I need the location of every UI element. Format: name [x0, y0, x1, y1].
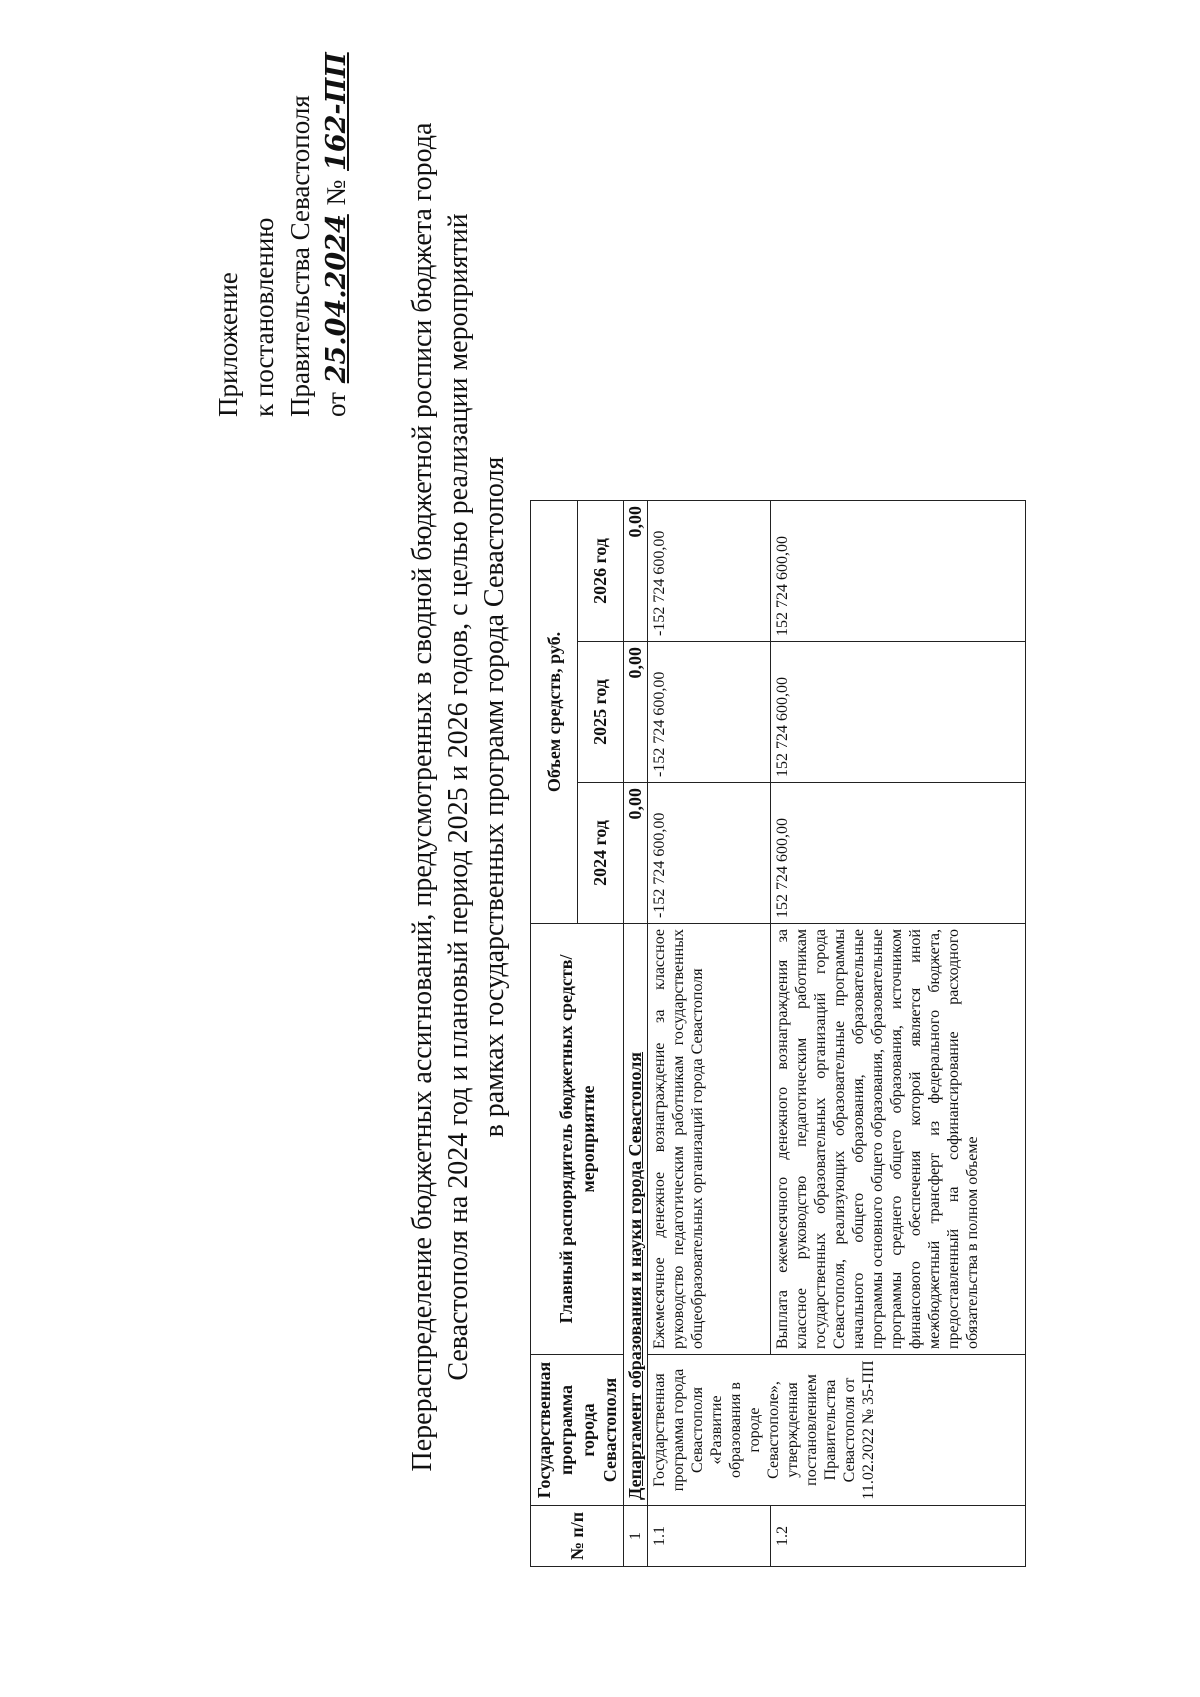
- row-measure: Выплата ежемесячного денежного вознаграждения за классное руководство педагогическим работникам государственных образовательных организаций города Севастополя, реализующих образовательные программы начального общего образования, образовательные программы основного общего образования, образовательные программы среднего общего образования, источником финансового обеспечения которой является иной межбюджетный трансферт из федерального бюджета, предоставленный на софинансирование расходного обязательства в полном объеме: [771, 924, 1026, 1355]
- appendix-ref: к постановлению: [249, 217, 279, 417]
- table-row: [648, 501, 771, 1567]
- header-program: Государственная программа города Севастополя: [531, 1355, 624, 1506]
- section-num: 1: [624, 1506, 648, 1567]
- appendix-block: [210, 0, 355, 417]
- header-row: [531, 501, 578, 1567]
- header-2025: 2025 год: [577, 642, 624, 783]
- row-measure: Ежемесячное денежное вознаграждение за классное руководство педагогическим работникам государственных общеобразовательных организаций города Севастополя: [648, 924, 771, 1355]
- row-2024: 152 724 600,00: [771, 783, 1026, 924]
- row-2025: 152 724 600,00: [771, 642, 1026, 783]
- header-num: № п/п: [531, 1506, 624, 1567]
- handwritten-date: 25.04.2024: [321, 214, 352, 384]
- date-prefix: от: [321, 392, 351, 417]
- section-row: [624, 501, 648, 1567]
- appendix-authority: Правительства Севастополя: [285, 95, 315, 417]
- appendix-label: Приложение: [213, 272, 243, 417]
- row-num: 1.1: [648, 1506, 771, 1567]
- document-title: [405, 47, 513, 1547]
- title-line-3: в рамках государственных программ города Севастополя: [479, 456, 510, 1138]
- section-2024: 0,00: [624, 783, 648, 924]
- row-2024: -152 724 600,00: [648, 783, 771, 924]
- header-2024: 2024 год: [577, 783, 624, 924]
- appendix-date-line: [318, 0, 355, 417]
- section-name: Департамент образования и науки города Севастополя: [624, 924, 648, 1506]
- section-2025: 0,00: [624, 642, 648, 783]
- header-distributor: Главный распорядитель бюджетных средств/мероприятие: [531, 924, 624, 1355]
- row-2026: 152 724 600,00: [771, 501, 1026, 642]
- title-line-1: Перераспределение бюджетных ассигнований, предусмотренных в сводной бюджетной росписи бюджета города: [407, 122, 438, 1472]
- handwritten-number: 162-ПП: [321, 52, 352, 171]
- header-2026: 2026 год: [577, 501, 624, 642]
- allocation-table: [530, 500, 1026, 1567]
- title-line-2: Севастополя на 2024 год и плановый период 2025 и 2026 годов, с целью реализации мероприятий: [443, 213, 474, 1381]
- row-2025: -152 724 600,00: [648, 642, 771, 783]
- section-2026: 0,00: [624, 501, 648, 642]
- row-num: 1.2: [771, 1506, 1026, 1567]
- number-prefix: №: [321, 179, 351, 206]
- row-2026: -152 724 600,00: [648, 501, 771, 642]
- program-cell: Государственная программа города Севастополя «Развитие образования в городе Севастополе», утвержденная постановлением Правительства Севастополя от 11.02.2022 № 35-ПП: [648, 1355, 1026, 1506]
- header-volume: Объем средств, руб.: [531, 501, 578, 924]
